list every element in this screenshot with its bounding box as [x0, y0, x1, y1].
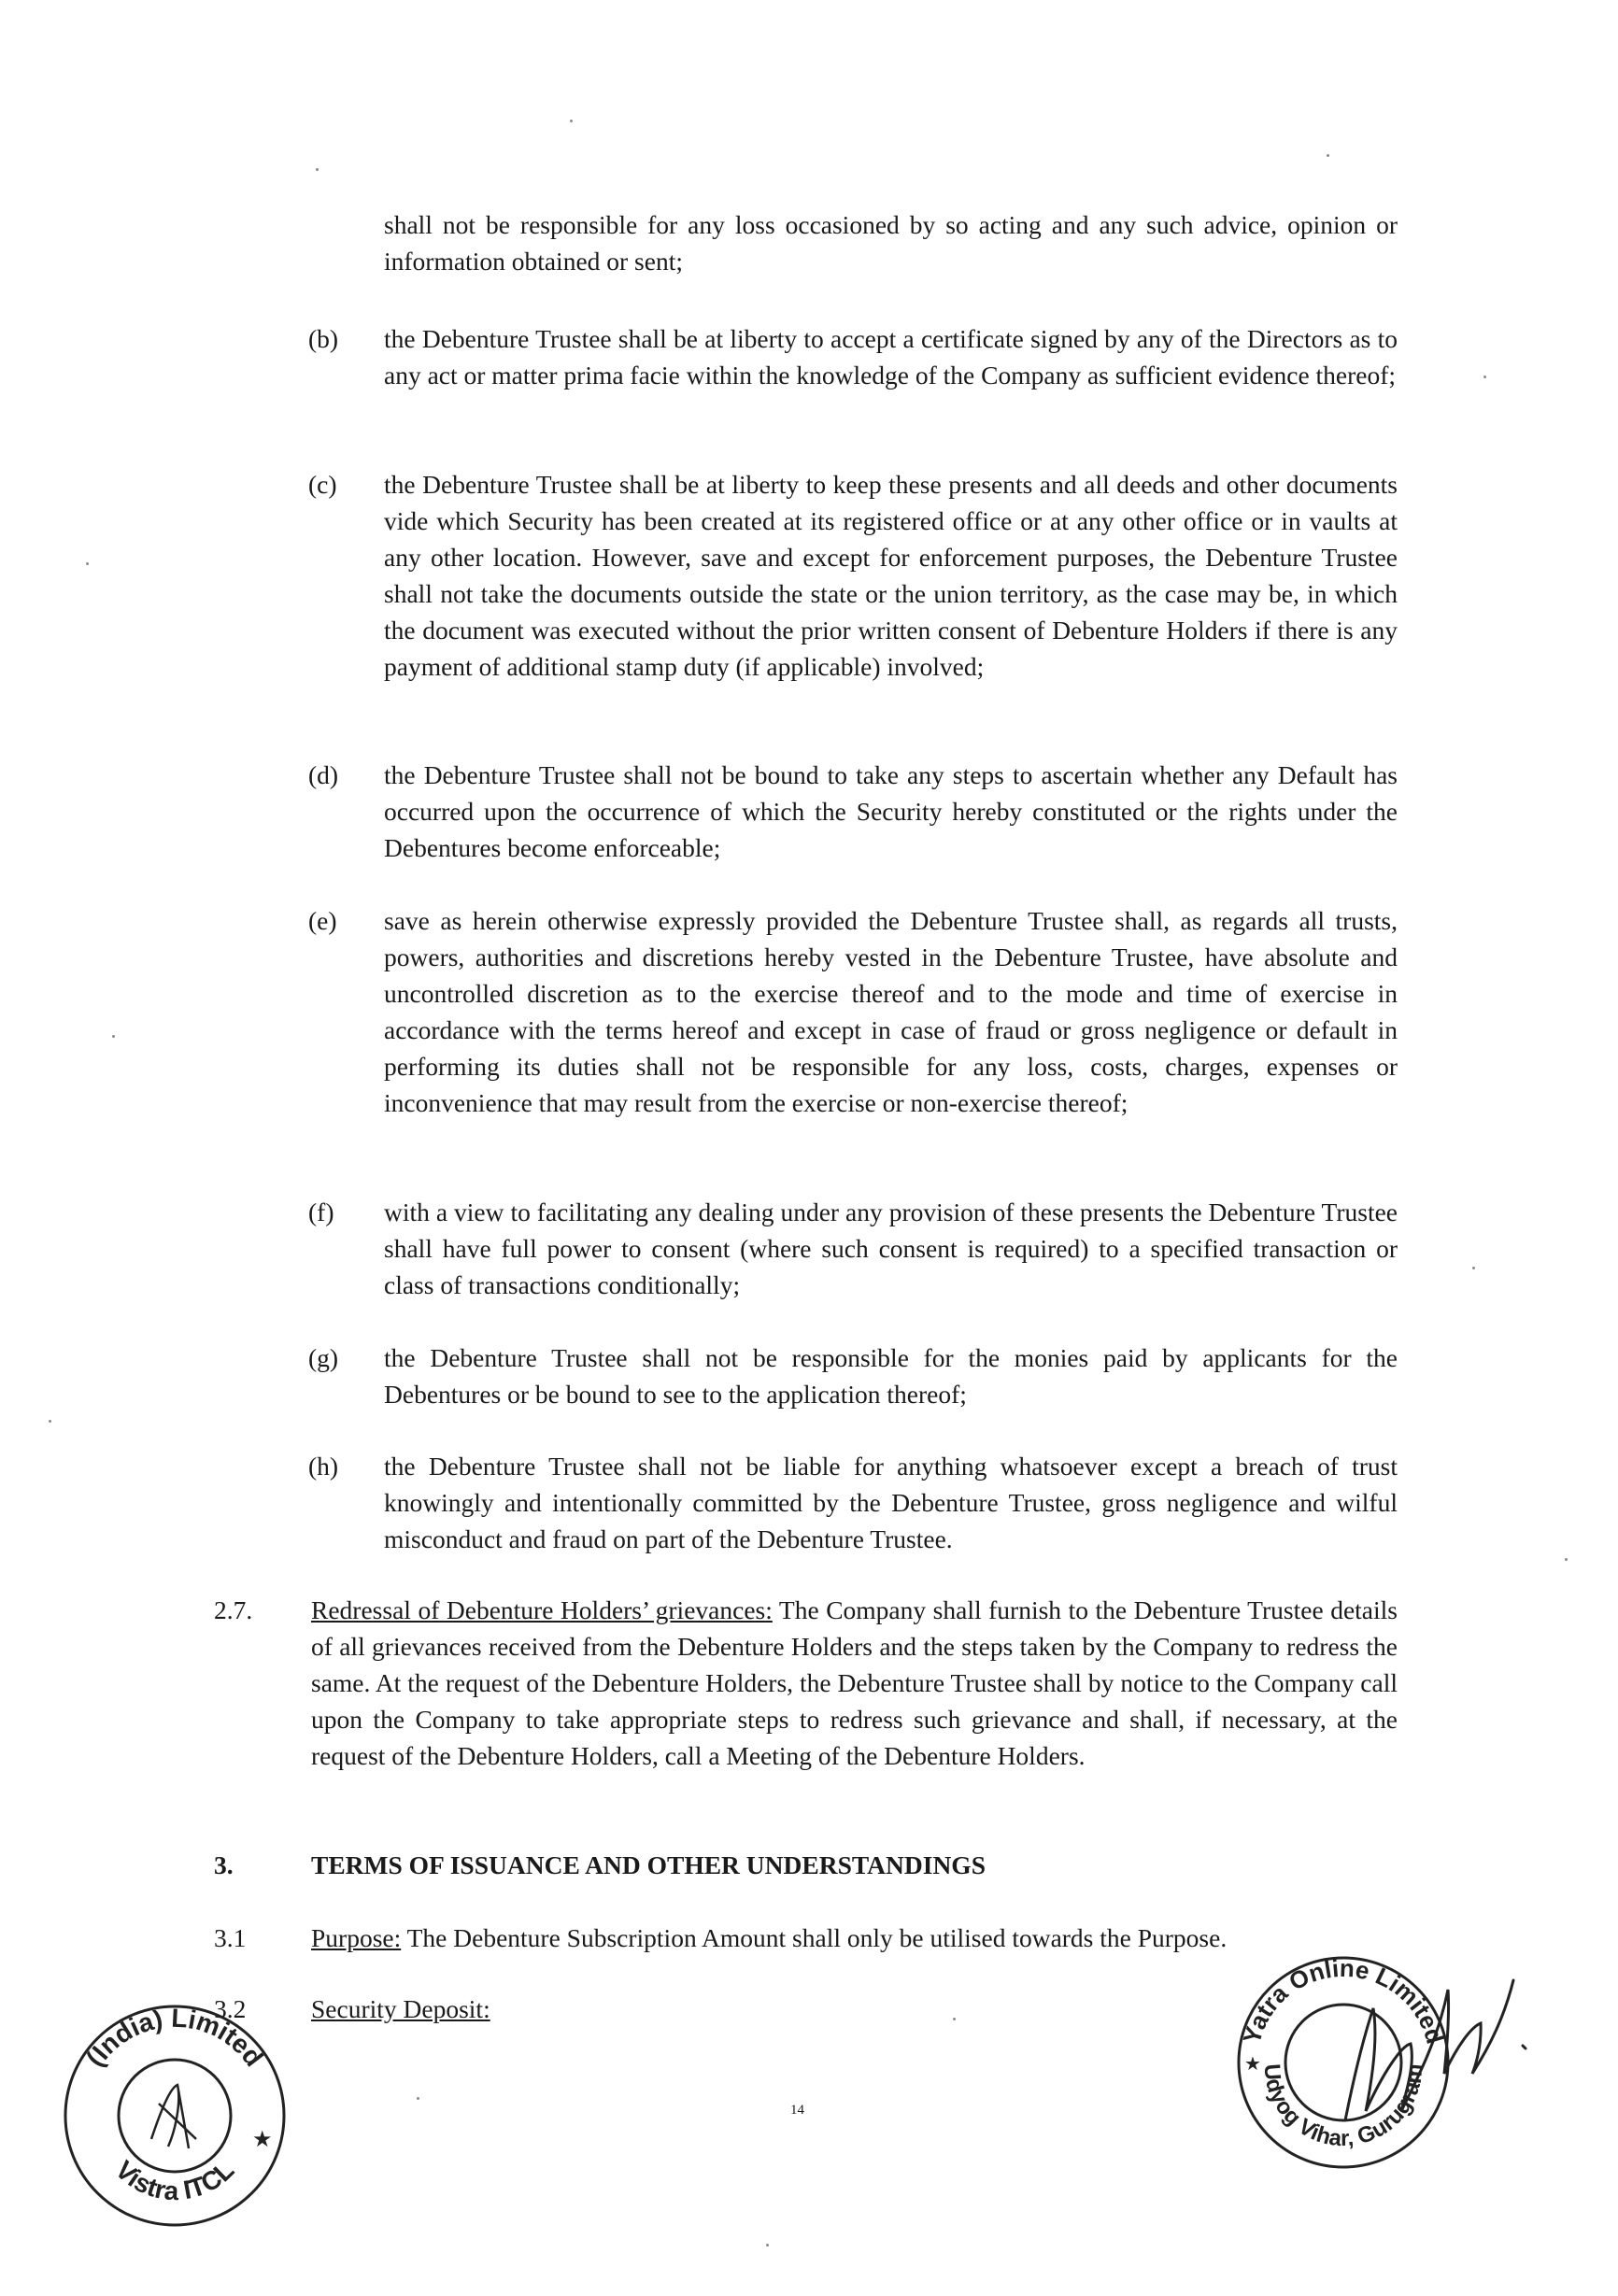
scan-speck	[316, 168, 319, 171]
clause-label: (e)	[308, 906, 337, 935]
section-heading: Purpose:	[311, 1923, 402, 1952]
scan-speck	[1565, 1558, 1568, 1561]
scan-speck	[1472, 1267, 1475, 1269]
section-heading: TERMS OF ISSUANCE AND OTHER UNDERSTANDINGS	[311, 1850, 986, 1879]
signature-mark	[151, 2085, 196, 2148]
continuation-paragraph: shall not be responsible for any loss occasioned by so acting and any such advice, opinion or information obtained or sent;	[384, 210, 1398, 276]
clause-label: (f)	[308, 1198, 334, 1226]
clause-text: the Debenture Trustee shall be at liberty to accept a certificate signed by any of the Directors as to any act or matter prima facie within the knowledge of the Company as sufficient evidence thereof;	[384, 324, 1398, 390]
clause-text: the Debenture Trustee shall be at liberty to keep these presents and all deeds and other documents vide which Security has been created at its registered office or at any other office or in vaults at any other location. However, save and except for enforcement purposes, the Debenture Trustee shall not take the documents outside the state or the union territory, as the case may be, in which the document was executed without the prior written consent of Debenture Holders if there is any payment of additional stamp duty (if applicable) involved;	[384, 470, 1398, 681]
scan-speck	[1483, 376, 1486, 378]
scan-speck	[953, 2018, 956, 2020]
scan-speck	[417, 2097, 419, 2100]
seal-star-icon: ★	[1244, 2054, 1261, 2075]
seal-arc-top-text: (India) Limited	[80, 2003, 269, 2072]
clause-text: save as herein otherwise expressly provided the Debenture Trustee shall, as regards all trusts, powers, authorities and discretions hereby vested in the Debenture Trustee, have absolute and uncontrolled discretion as to the exercise thereof and to the mode and time of exercise in accordance with the terms hereof and except in case of fraud or gross negligence or default in performing its duties shall not be responsible for any loss, costs, charges, expenses or inconvenience that may result from the exercise or non-exercise thereof;	[384, 906, 1398, 1117]
clause-text: the Debenture Trustee shall not be bound to take any steps to ascertain whether any Default has occurred upon the occurrence of which the Security hereby constituted or the rights under the Debentures become enforceable;	[384, 760, 1398, 862]
scan-speck	[49, 1420, 51, 1423]
clause-label: (b)	[308, 324, 339, 353]
clause-text: with a view to facilitating any dealing under any provision of these presents the Debenture Trustee shall have full power to consent (where such consent is required) to a specified transaction or class of transactions conditionally;	[384, 1198, 1398, 1299]
clause-text: the Debenture Trustee shall not be liable for anything whatsoever except a breach of trust knowingly and intentionally committed by the Debenture Trustee, gross negligence and wilful misconduct and fraud on part of the Debenture Trustee.	[384, 1452, 1398, 1553]
scan-speck	[1327, 154, 1329, 157]
scan-speck	[570, 120, 573, 122]
page-number: 14	[790, 2103, 804, 2118]
signature-stroke	[1345, 1980, 1526, 2120]
seal-arc-bottom-text: Vistra ITCL	[109, 2155, 240, 2206]
section-heading: Redressal of Debenture Holders’ grievances:	[311, 1595, 773, 1624]
seal-arc-top-text: Yatra Online Limited	[1237, 1953, 1450, 2048]
vistra-seal-stamp	[58, 1999, 291, 2232]
section-heading: Security Deposit:	[311, 1994, 490, 2023]
clause-text: the Debenture Trustee shall not be responsible for the monies paid by applicants for the Debentures or be bound to see to the application thereof;	[384, 1343, 1398, 1409]
section-number: 2.7.	[214, 1595, 253, 1624]
seal-star-icon: ★	[252, 2127, 273, 2152]
section-number: 3.	[214, 1850, 234, 1879]
section-number: 3.1	[214, 1923, 247, 1952]
scan-speck	[86, 562, 89, 565]
clause-label: (h)	[308, 1452, 339, 1481]
seal-arc-bottom-text: Udyog Vihar, Gurugram	[1258, 2062, 1428, 2152]
clause-label: (d)	[308, 760, 339, 789]
section-body	[311, 1592, 1398, 1774]
clause-label: (c)	[308, 470, 337, 499]
signature-scrawl	[1308, 1934, 1551, 2158]
scan-speck	[766, 2244, 769, 2246]
section-text: The Debenture Subscription Amount shall only be utilised towards the Purpose.	[401, 1923, 1228, 1952]
section-text: The Company shall furnish to the Debenture Trustee details of all grievances received from the Debenture Holders and the steps taken by the Company to redress the same. At the request of the Debenture Holders, the Debenture Trustee shall by notice to the Company call upon the Company to take appropriate steps to redress such grievance and shall, if necessary, at the request of the Debenture Holders, call a Meeting of the Debenture Holders.	[311, 1595, 1398, 1770]
section-number: 3.2	[214, 1994, 247, 2023]
seal-inner-ring	[119, 2060, 231, 2172]
scan-speck	[112, 1035, 115, 1038]
clause-label: (g)	[308, 1343, 339, 1372]
